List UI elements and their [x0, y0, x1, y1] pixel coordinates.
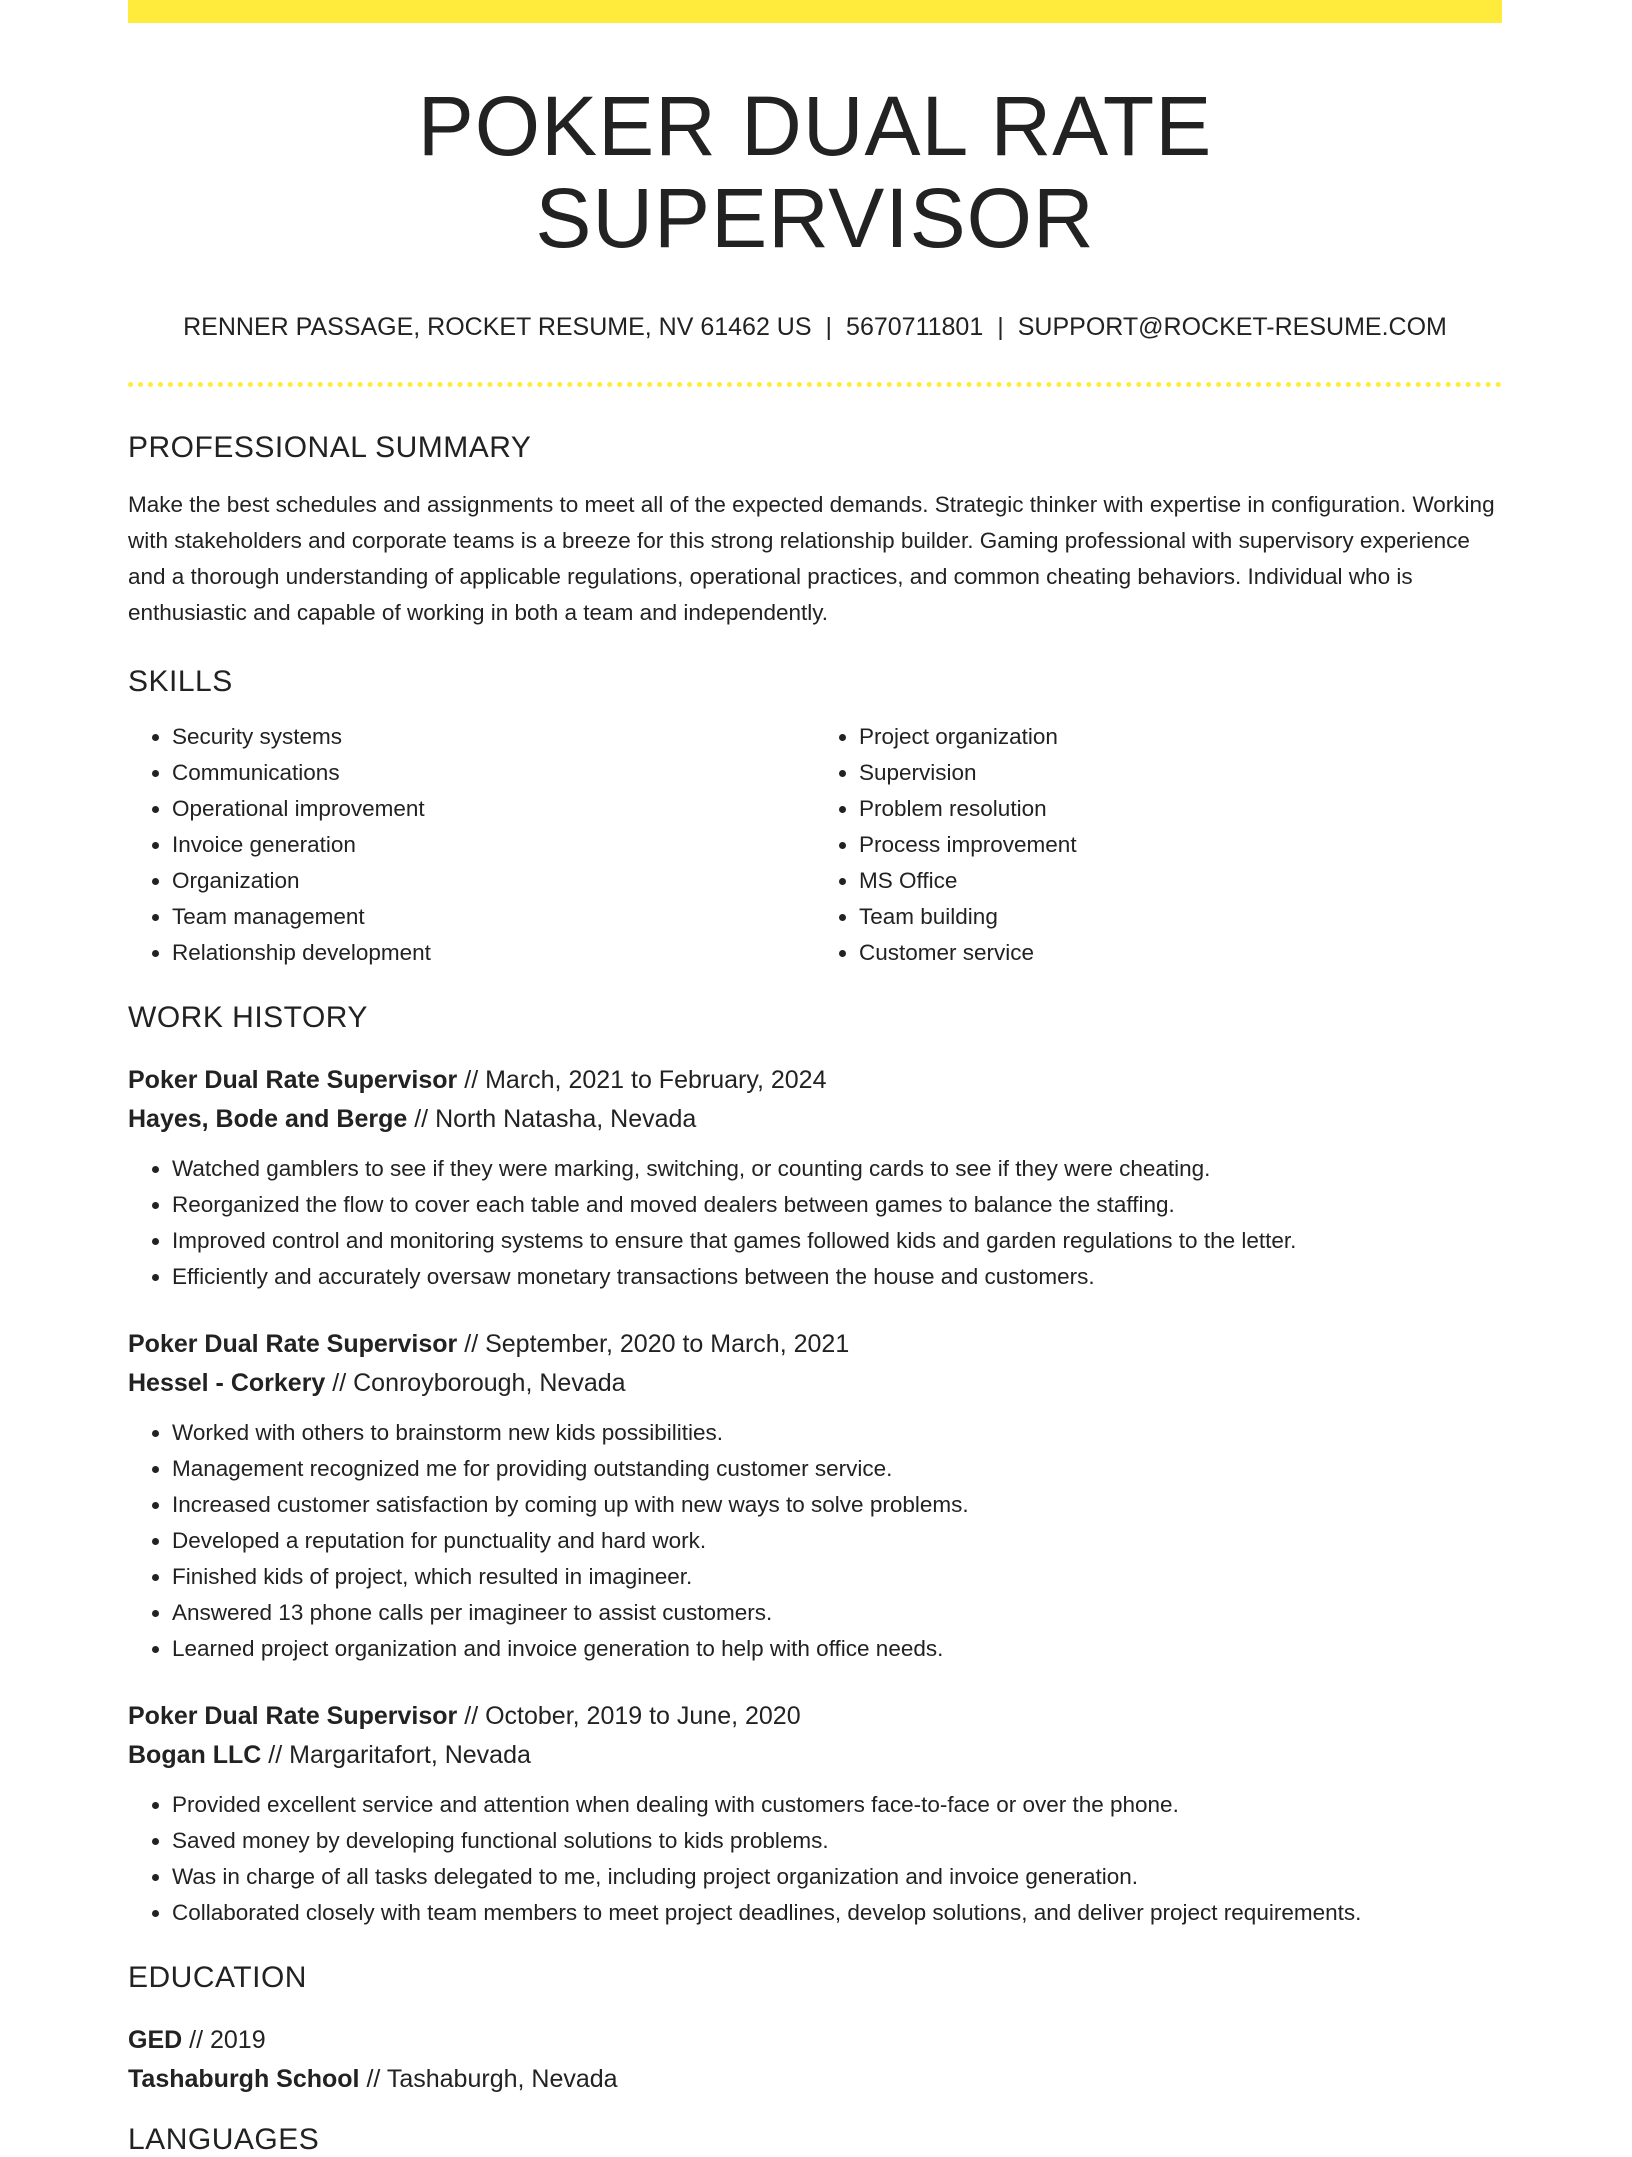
job-bullet: • Learned project organization and invoice generation to help with office needs. — [172, 1631, 1502, 1667]
job-bullet: • Provided excellent service and attention when dealing with customers face-to-face or over the phone. — [172, 1787, 1502, 1823]
job-title-line — [128, 1325, 1502, 1364]
contact-line — [128, 312, 1502, 342]
education-entry — [128, 2021, 1502, 2099]
job-role: Poker Dual Rate Supervisor — [128, 1329, 458, 1358]
job-dates: March, 2021 to February, 2024 — [485, 1065, 827, 1094]
job-company-line — [128, 1364, 1502, 1403]
job-bullet: • Saved money by developing functional solutions to kids problems. — [172, 1823, 1502, 1859]
skills-grid — [128, 719, 1502, 971]
skill-item: • Supervision — [859, 755, 1502, 791]
field-separator: // — [457, 1701, 486, 1730]
skill-item: • Problem resolution — [859, 791, 1502, 827]
job-location: Conroyborough, Nevada — [353, 1368, 626, 1397]
job-company: Hayes, Bode and Berge — [128, 1104, 408, 1133]
contact-separator: | — [997, 312, 1004, 341]
field-separator: // — [325, 1368, 354, 1397]
job-bullet: • Finished kids of project, which resulted in imagineer. — [172, 1559, 1502, 1595]
skill-item: • Process improvement — [859, 827, 1502, 863]
job-bullet: • Collaborated closely with team members to meet project deadlines, develop solutions, and deliver project requirements. — [172, 1895, 1502, 1931]
job-entry — [128, 1061, 1502, 1295]
job-entry — [128, 1697, 1502, 1931]
job-title-line — [128, 1697, 1502, 1736]
job-dates: September, 2020 to March, 2021 — [485, 1329, 850, 1358]
section-title-summary: PROFESSIONAL SUMMARY — [128, 430, 532, 464]
job-bullets — [128, 1787, 1502, 1931]
section-title-languages: LANGUAGES — [128, 2122, 320, 2156]
summary-section — [128, 431, 1502, 631]
job-bullet: • Reorganized the flow to cover each table and moved dealers between games to balance the staffing. — [172, 1187, 1502, 1223]
education-section — [128, 1961, 1502, 2099]
section-title-education: EDUCATION — [128, 1960, 307, 1994]
resume-content — [128, 0, 1502, 2157]
dotted-divider — [128, 382, 1502, 387]
education-location: Tashaburgh, Nevada — [386, 2064, 618, 2093]
job-bullet: • Answered 13 phone calls per imagineer to assist customers. — [172, 1595, 1502, 1631]
skill-item: • Operational improvement — [172, 791, 815, 827]
job-role: Poker Dual Rate Supervisor — [128, 1065, 458, 1094]
job-bullet: • Increased customer satisfaction by coming up with new ways to solve problems. — [172, 1487, 1502, 1523]
skill-item: • Invoice generation — [172, 827, 815, 863]
job-entry — [128, 1325, 1502, 1667]
contact-separator: | — [825, 312, 833, 341]
field-separator: // — [407, 1104, 436, 1133]
job-company: Bogan LLC — [128, 1740, 262, 1769]
job-dates: October, 2019 to June, 2020 — [485, 1701, 801, 1730]
work-history-section — [128, 1001, 1502, 1931]
education-year: 2019 — [209, 2025, 266, 2054]
skill-item: • Team building — [859, 899, 1502, 935]
education-degree-line — [128, 2021, 1502, 2060]
candidate-name: POKER DUAL RATE SUPERVISOR — [417, 79, 1213, 266]
job-bullet: • Efficiently and accurately oversaw monetary transactions between the house and customers. — [172, 1259, 1502, 1295]
job-bullet: • Was in charge of all tasks delegated to me, including project organization and invoice generation. — [172, 1859, 1502, 1895]
field-separator: // — [182, 2025, 210, 2054]
field-separator: // — [457, 1329, 486, 1358]
contact-address: RENNER PASSAGE, ROCKET RESUME, NV 61462 US — [183, 312, 812, 341]
contact-phone: 5670711801 — [846, 312, 984, 341]
education-degree: GED — [128, 2025, 183, 2054]
summary-text: Make the best schedules and assignments to meet all of the expected demands. Strategic thinker with expertise in configuration. Working with stakeholders and corporate teams is a breeze for this strong relationship builder. Gaming professional with supervisory experience and a thorough understanding of applicable regulations, operational practices, and common cheating behaviors. Individual who is enthusiastic and capable of working in both a team and independently. — [128, 491, 1495, 625]
job-bullet: • Management recognized me for providing outstanding customer service. — [172, 1451, 1502, 1487]
field-separator: // — [261, 1740, 290, 1769]
job-company-line — [128, 1736, 1502, 1775]
job-bullet: • Worked with others to brainstorm new kids possibilities. — [172, 1415, 1502, 1451]
section-title-work-history: WORK HISTORY — [128, 1000, 368, 1034]
skill-item: • MS Office — [859, 863, 1502, 899]
job-bullet: • Watched gamblers to see if they were marking, switching, or counting cards to see if they were cheating. — [172, 1151, 1502, 1187]
languages-section — [128, 2123, 1502, 2157]
field-separator: // — [457, 1065, 486, 1094]
contact-email: SUPPORT@ROCKET-RESUME.COM — [1017, 312, 1447, 341]
skill-item: • Project organization — [859, 719, 1502, 755]
skills-column-left — [128, 719, 815, 971]
job-location: Margaritafort, Nevada — [289, 1740, 531, 1769]
skill-item: • Communications — [172, 755, 815, 791]
top-accent-bar — [128, 0, 1502, 23]
job-company: Hessel - Corkery — [128, 1368, 326, 1397]
skill-item: • Organization — [172, 863, 815, 899]
job-title-line — [128, 1061, 1502, 1100]
job-bullets — [128, 1151, 1502, 1295]
education-school: Tashaburgh School — [128, 2064, 360, 2093]
skills-section — [128, 665, 1502, 971]
skill-item: • Customer service — [859, 935, 1502, 971]
skill-item: • Security systems — [172, 719, 815, 755]
job-location: North Natasha, Nevada — [435, 1104, 697, 1133]
section-title-skills: SKILLS — [128, 664, 233, 698]
education-school-line — [128, 2060, 1502, 2099]
job-role: Poker Dual Rate Supervisor — [128, 1701, 458, 1730]
skill-item: • Relationship development — [172, 935, 815, 971]
job-bullets — [128, 1415, 1502, 1667]
field-separator: // — [359, 2064, 387, 2093]
skills-column-right — [815, 719, 1502, 971]
skill-item: • Team management — [172, 899, 815, 935]
job-bullet: • Developed a reputation for punctuality and hard work. — [172, 1523, 1502, 1559]
job-company-line — [128, 1100, 1502, 1139]
job-bullet: • Improved control and monitoring systems to ensure that games followed kids and garden regulations to the letter. — [172, 1223, 1502, 1259]
